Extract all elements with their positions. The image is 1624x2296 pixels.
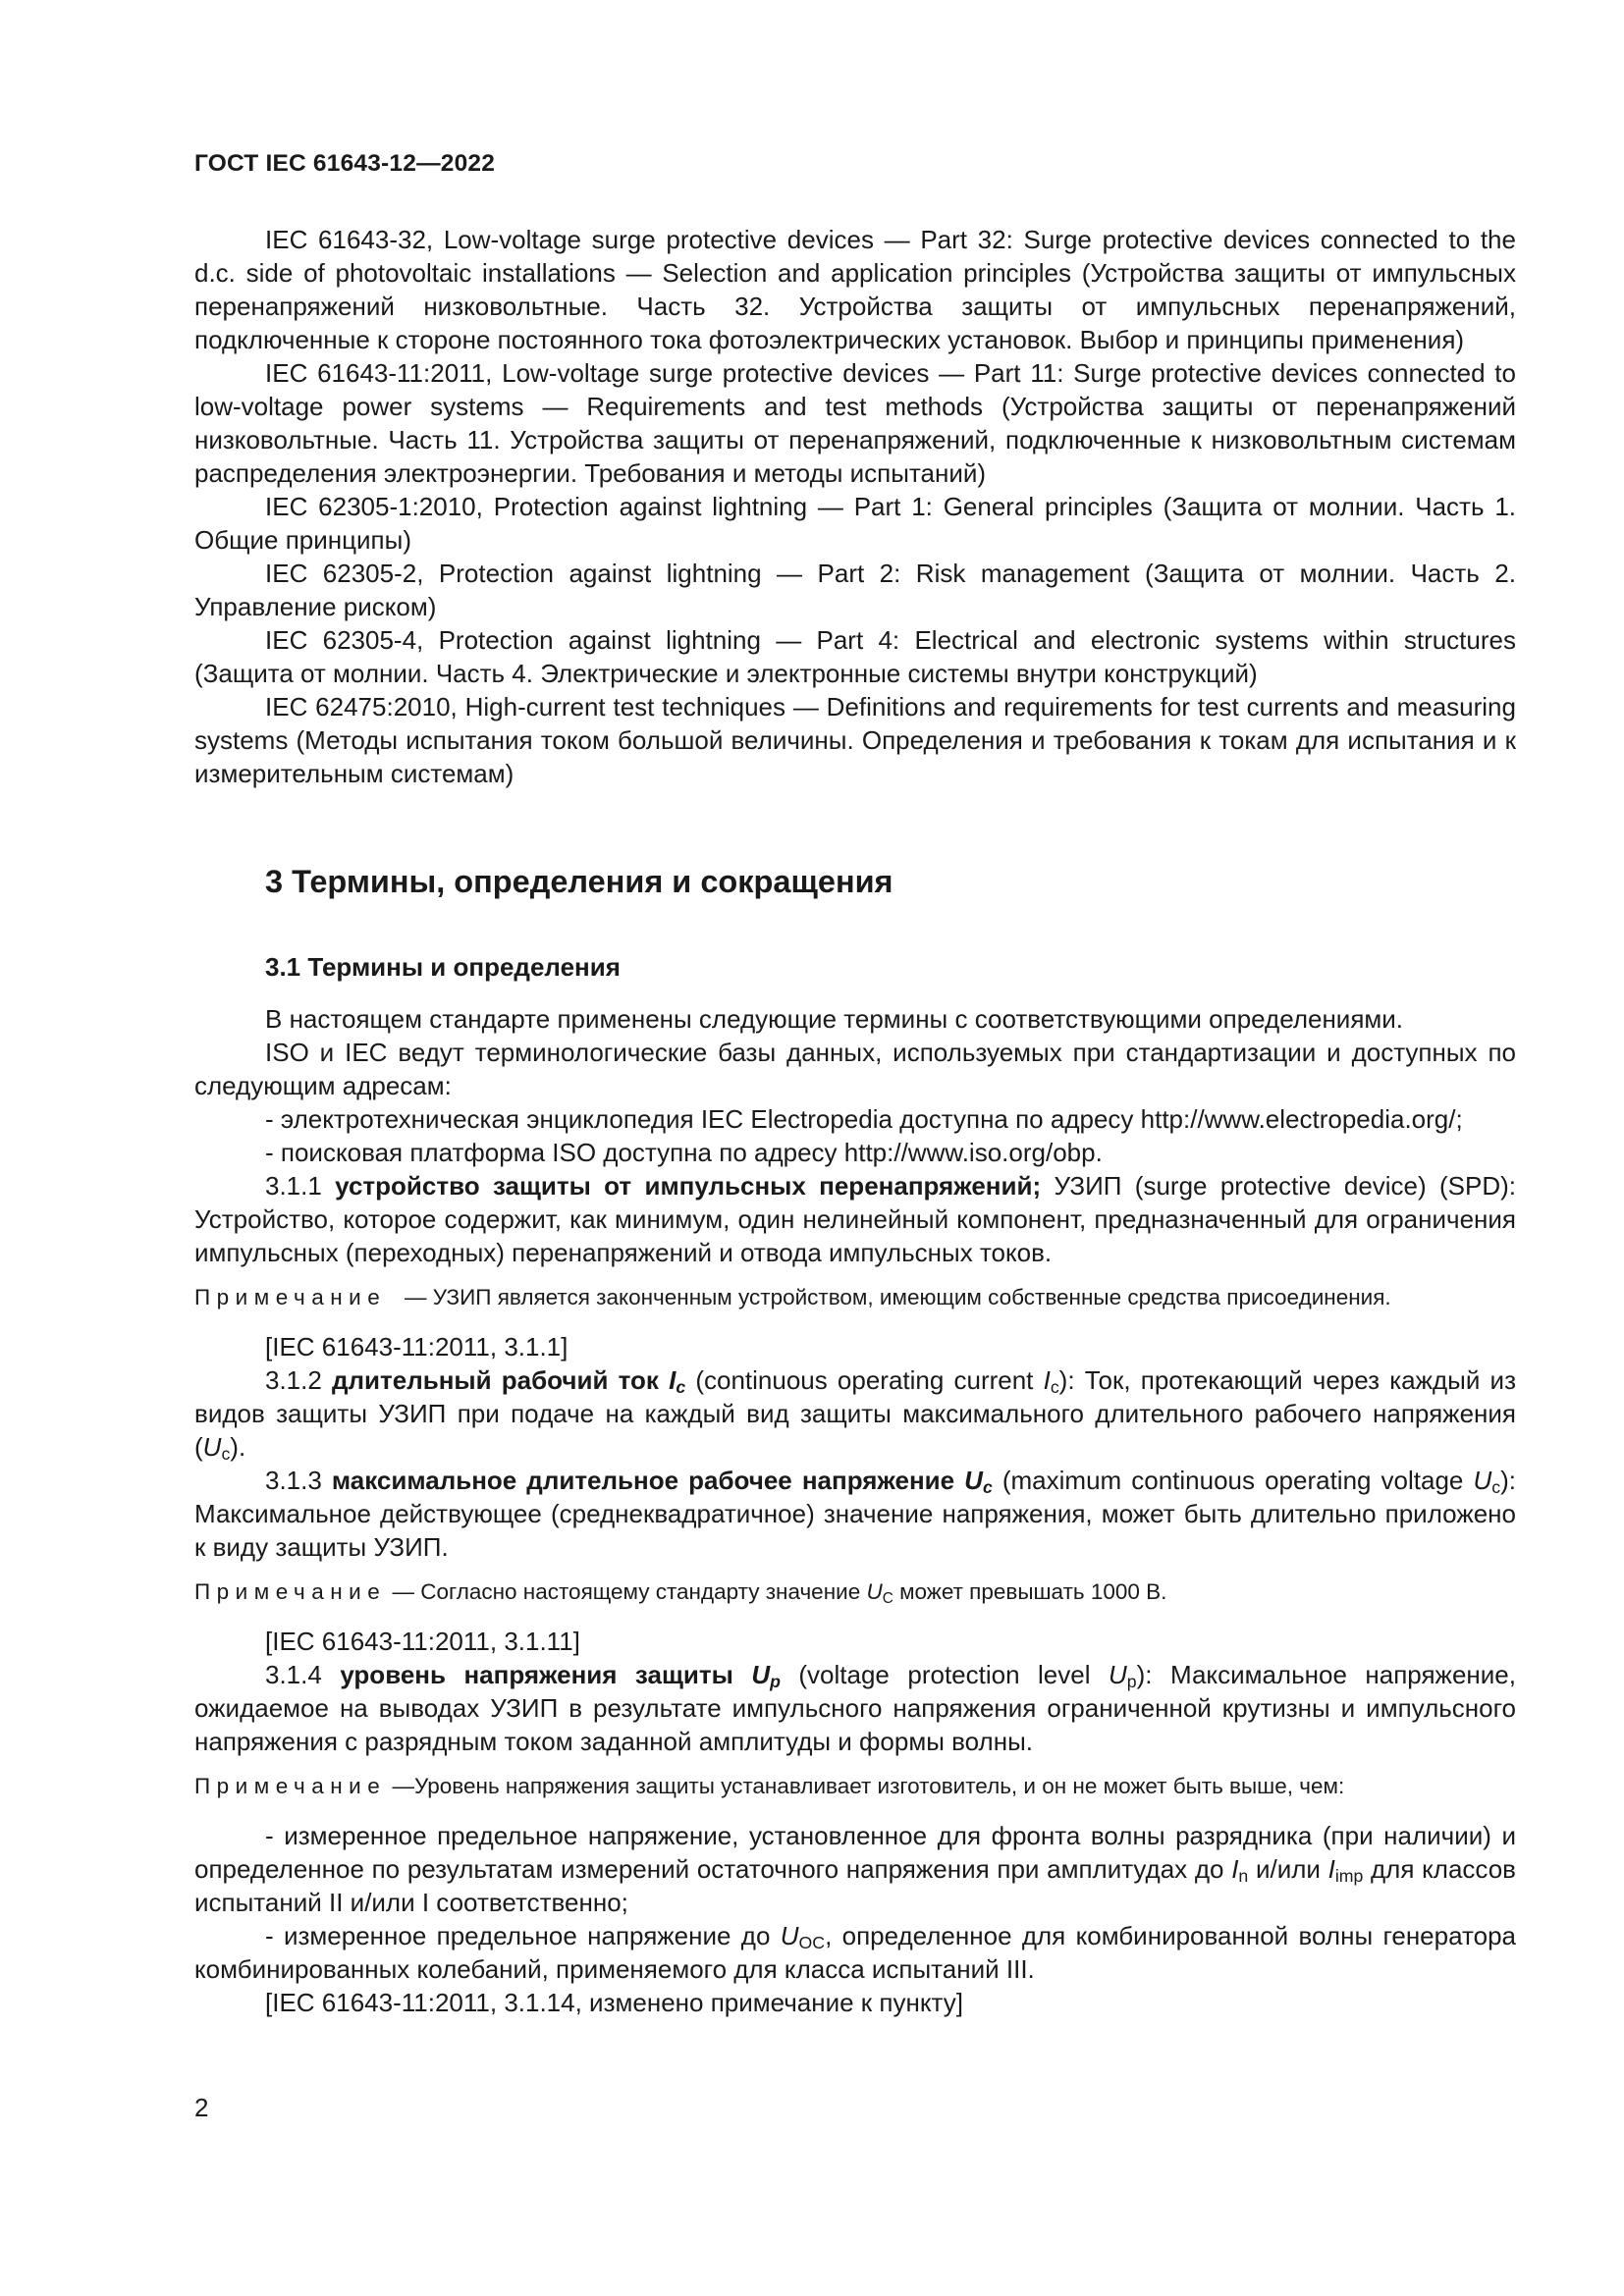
source-reference: [IEC 61643-11:2011, 3.1.1] [265, 1332, 568, 1362]
note-3-1-4: Примечание —Уровень напряжения защиты устанавливает изготовитель, и он не может быть выше, чем: [194, 1774, 1345, 1798]
page-number: 2 [194, 2093, 209, 2122]
subsection-heading: 3.1 Термины и определения [265, 952, 621, 982]
reference-item: IEC 62305-4, Protection against lightning — Part 4: Electrical and electronic systems within structures (Защита от молнии. Часть 4. Электрические и электронные системы внутри конструкций) [194, 625, 1516, 688]
term-3-1-1: 3.1.1 устройство защиты от импульсных перенапряжений; УЗИП (surge protective device) (SPD): Устройство, которое содержит, как минимум, один нелинейный компонент, предназначенный для ограничения импульсных (переходных) перенапряжений и отвода импульсных токов. [194, 1171, 1516, 1267]
term-name: длительный рабочий ток [332, 1365, 659, 1395]
note-label: Примечание [194, 1579, 387, 1604]
iso-iec-paragraph: ISO и IEC ведут терминологические базы данных, используемых при стандартизации и доступных по следующим адресам: [194, 1038, 1516, 1100]
references-list [194, 223, 1516, 790]
term-name: устройство защиты от импульсных перенапряжений; [335, 1171, 1042, 1201]
note-item: - измеренное предельное напряжение до $U_{OC}$, определенное для комбинированной волны генератора комбинированных колебаний, применяемого для класса испытаний III. [194, 1921, 1516, 1984]
term-name: максимальное длительное рабочее напряжение [331, 1466, 955, 1495]
reference-item: IEC 61643-32, Low-voltage surge protective devices — Part 32: Surge protective devices connected to the d.c. side of photovoltaic installations — Selection and application principles (Устройства защиты от импульсных перенапряжений низковольтные. Часть 32. Устройства защиты от импульсных перенапряжений, подключенные к стороне постоянного тока фотоэлектрических установок. Выбор и принципы применения) [194, 225, 1516, 354]
section-body [194, 1002, 1516, 2019]
note-label: Примечание [194, 1285, 387, 1309]
reference-item: IEC 62305-2, Protection against lightning — Part 2: Risk management (Защита от молнии. Часть 2. Управление риском) [194, 559, 1516, 621]
reference-item: IEC 62305-1:2010, Protection against lightning — Part 1: General principles (Защита от молнии. Часть 1. Общие принципы) [194, 492, 1517, 555]
reference-item: IEC 62475:2010, High-current test techniques — Definitions and requirements for test currents and measuring systems (Методы испытания током большой величины. Определения и требования к токам для испытания и к измерительным системам) [194, 692, 1516, 788]
note-item: - измеренное предельное напряжение, установленное для фронта волны разрядника (при наличии) и определенное по результатам измерений остаточного напряжения при амплитудах до $I_n$ и/или $I_{imp}$ для классов испытаний II и/или I соответственно; [194, 1821, 1516, 1917]
section-heading: 3 Термины, определения и сокращения [265, 864, 893, 899]
term-name: уровень напряжения защиты [340, 1660, 733, 1689]
intro-paragraph: В настоящем стандарте применены следующие термины с соответствующими определениями. [265, 1004, 1404, 1034]
term-3-1-4: 3.1.4 уровень напряжения защиты $U_p$ (voltage protection level $U_p$): Максимальное напряжение, ожидаемое на выводах УЗИП в результате импульсного напряжения ограниченной крутизны и импульсного напряжения с разрядным током заданной амплитуды и формы волны. [194, 1660, 1516, 1756]
term-3-1-3: 3.1.3 максимальное длительное рабочее напряжение $U_c$ (maximum continuous operating voltage $U_c$): Максимальное действующее (среднеквадратичное) значение напряжения, может быть длительно приложено к виду защиты УЗИП. [194, 1466, 1516, 1562]
electropedia-item: - электротехническая энциклопедия IEC Electropedia доступна по адресу http://www.electropedia.org/; [265, 1104, 1463, 1134]
source-reference: [IEC 61643-11:2011, 3.1.14, изменено примечание к пункту] [265, 1988, 963, 2017]
source-reference: [IEC 61643-11:2011, 3.1.11] [265, 1627, 580, 1656]
reference-item: IEC 61643-11:2011, Low-voltage surge protective devices — Part 11: Surge protective devices connected to low-voltage power systems — Requirements and test methods (Устройства защиты от перенапряжений низковольтные. Часть 11. Устройства защиты от перенапряжений, подключенные к низковольтным системам распределения электроэнергии. Требования и методы испытаний) [194, 358, 1516, 488]
iso-obp-item: - поисковая платформа ISO доступна по адресу http://www.iso.org/obp. [265, 1138, 1103, 1167]
note-label: Примечание [194, 1774, 387, 1798]
note-3-1-3: Примечание — Согласно настоящему стандарту значение $U_C$ может превышать 1000 В. [194, 1579, 1167, 1607]
running-header: ГОСТ IEC 61643-12—2022 [194, 150, 496, 177]
note-3-1-1: Примечание — УЗИП является законченным устройством, имеющим собственные средства присоединения. [194, 1285, 1391, 1309]
term-3-1-2: 3.1.2 длительный рабочий ток $I_c$ (continuous operating current $I_c$): Ток, протекающий через каждый из видов защиты УЗИП при подаче на каждый вид защиты максимального длительного рабочего напряжения $(U_c)$. [194, 1365, 1516, 1464]
